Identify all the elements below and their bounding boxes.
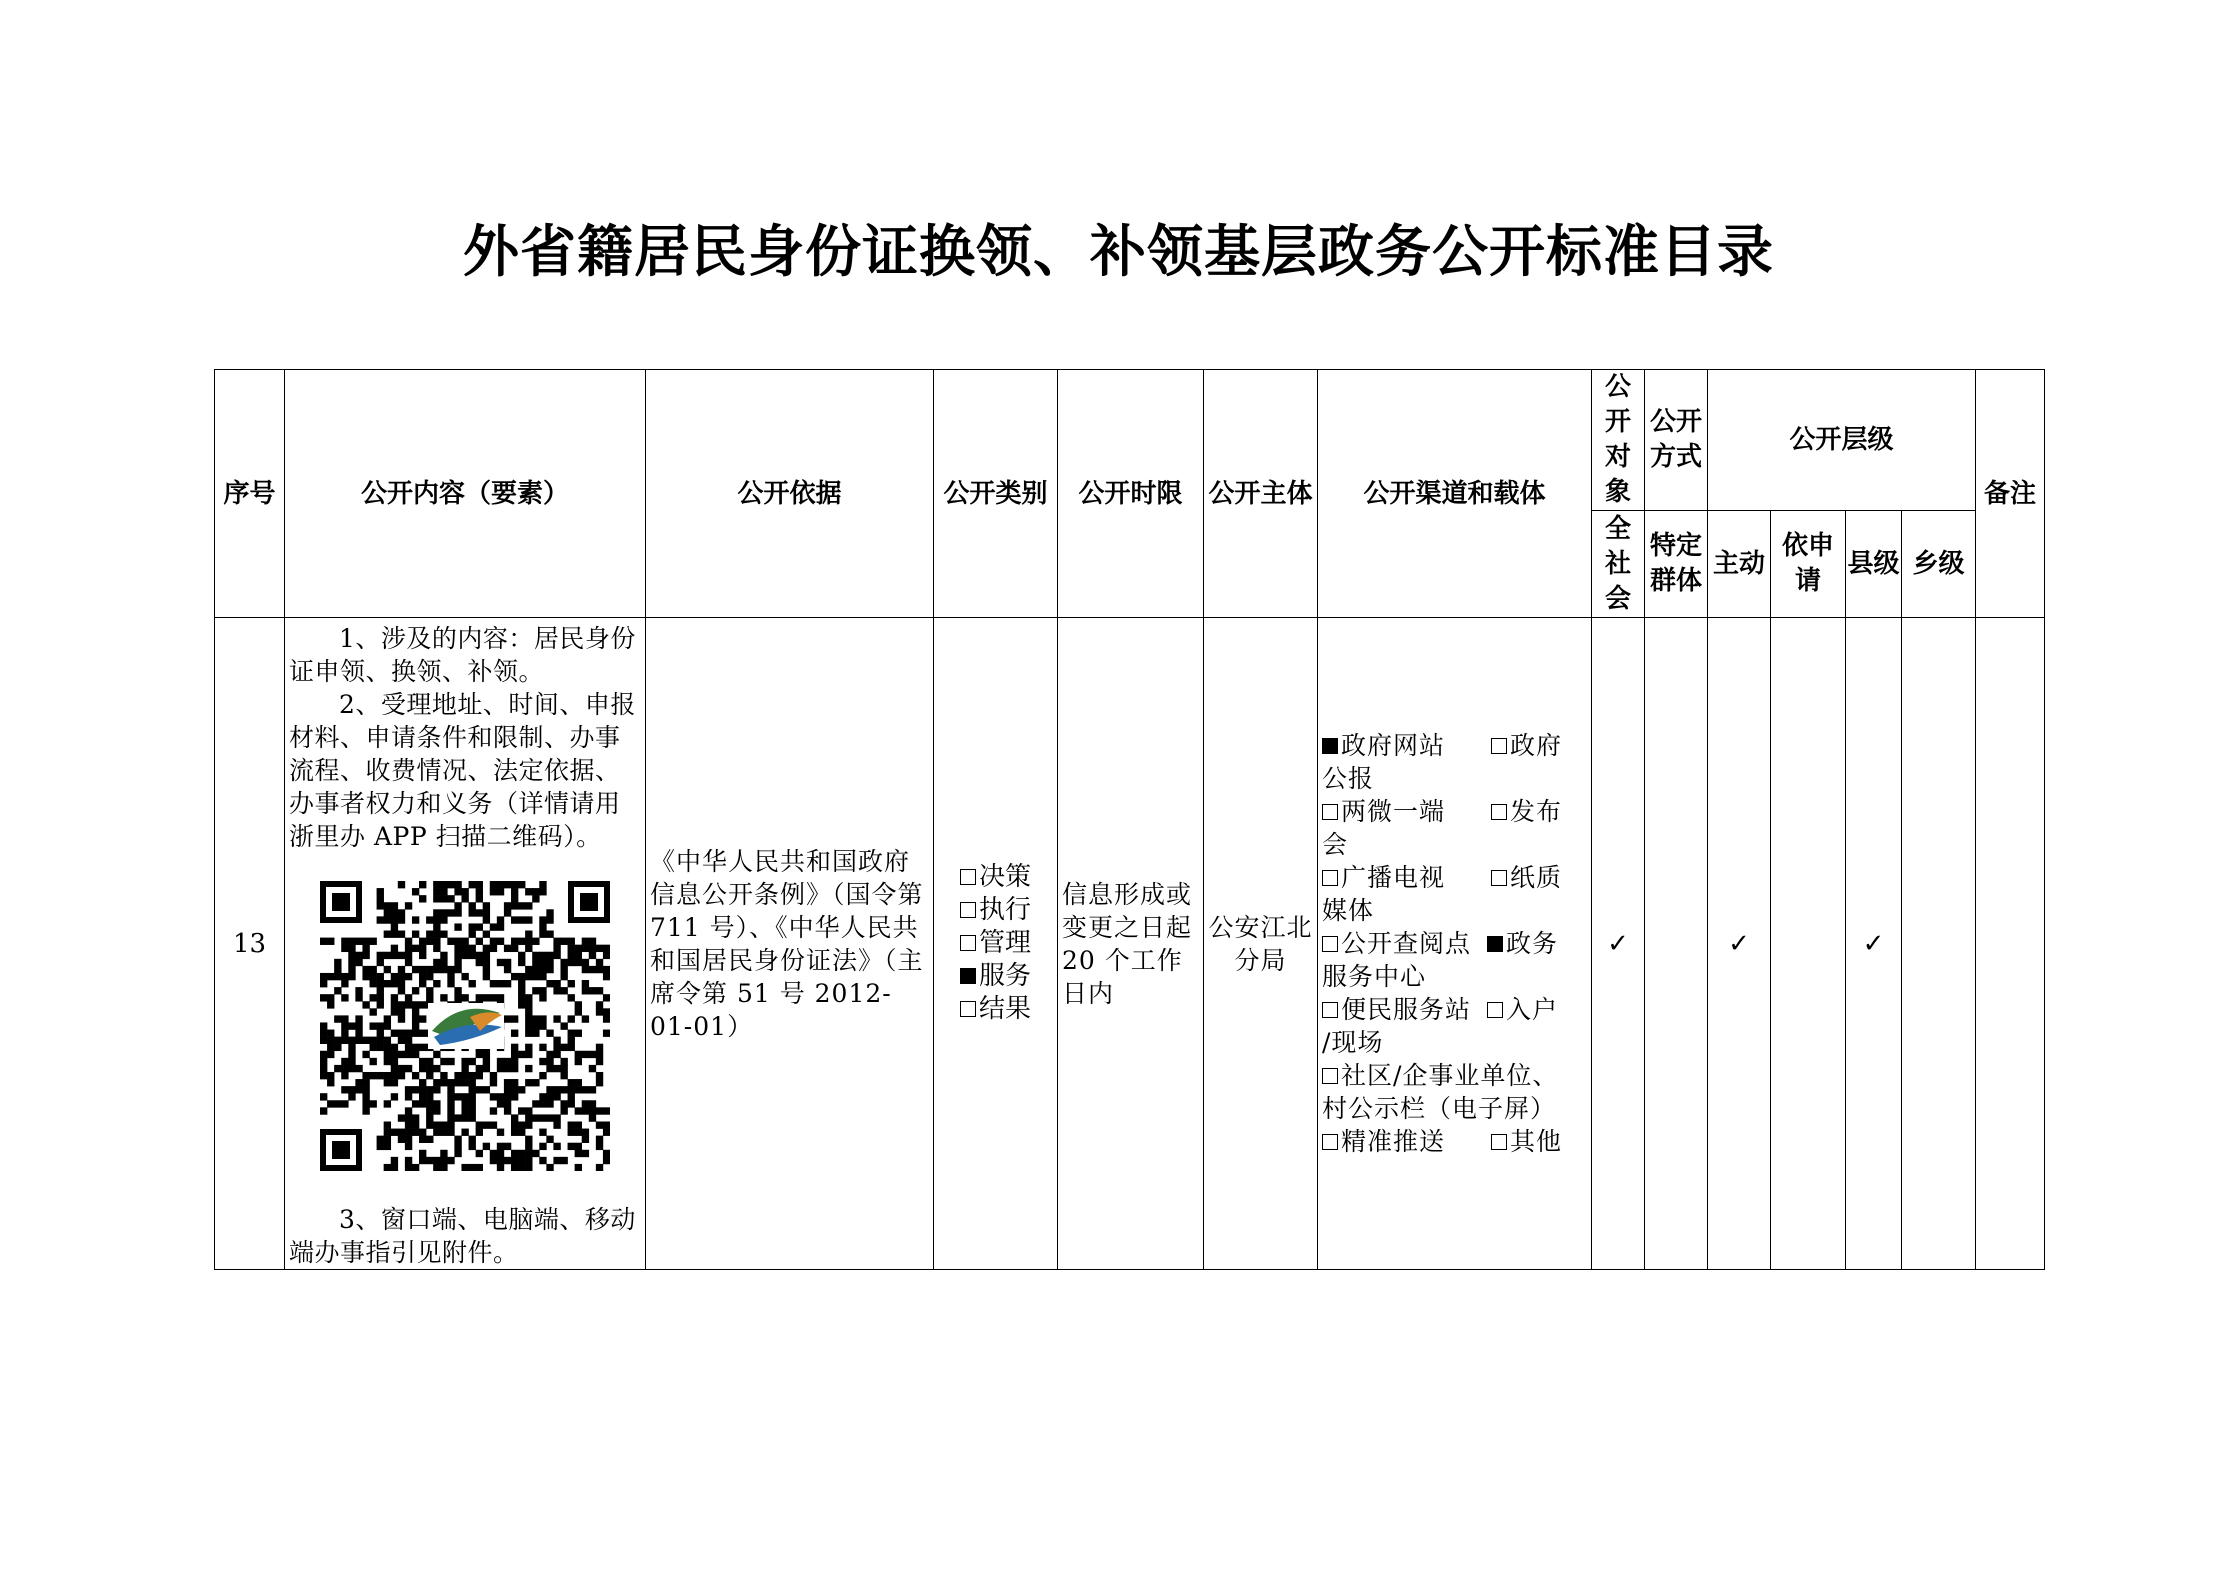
cell-content: [285, 618, 646, 1270]
channel-line: [1322, 927, 1587, 960]
checkbox-checked-icon: [960, 968, 976, 984]
header-target-specific: 特定群体: [1645, 511, 1708, 618]
channel-label: 会: [1322, 830, 1349, 859]
header-level-county: 县级: [1846, 511, 1902, 618]
channel-label: 精准推送: [1341, 1127, 1446, 1156]
cell-channel: [1318, 618, 1592, 1270]
category-option: [960, 894, 1031, 927]
channel-label: /现场: [1322, 1028, 1384, 1057]
channel-label: 服务中心: [1322, 962, 1427, 991]
channel-line: [1322, 894, 1587, 927]
header-seq: 序号: [215, 370, 285, 618]
channel-label: 村公示栏（电子屏）: [1322, 1094, 1557, 1123]
content-item-1: 1、涉及的内容：居民身份证申领、换领、补领。: [289, 624, 636, 686]
channel-label: 媒体: [1322, 896, 1375, 925]
cell-remark: [1976, 618, 2045, 1270]
checkbox-icon: [1322, 1068, 1338, 1084]
cell-basis: 《中华人民共和国政府信息公开条例》（国令第 711 号）、《中华人民共和国居民身份证法》（主席令第 51 号 2012-01-01）: [646, 618, 934, 1270]
category-option: [960, 927, 1031, 960]
header-row: [215, 370, 2045, 511]
category-label: 决策: [978, 861, 1031, 892]
header-method: 公开方式: [1645, 370, 1708, 511]
checkbox-icon: [960, 869, 976, 885]
checkbox-icon: [960, 902, 976, 918]
checkbox-icon: [960, 935, 976, 951]
category-label: 结果: [978, 993, 1031, 1024]
channel-label: 社区/企事业单位、: [1341, 1061, 1559, 1090]
checkbox-icon: [1322, 1134, 1338, 1150]
channel-line: [1322, 729, 1587, 762]
qr-code-image: [320, 881, 610, 1171]
category-option: [960, 993, 1031, 1026]
channel-line: [1322, 828, 1587, 861]
zheliban-logo-icon: [428, 1003, 504, 1049]
checkbox-icon: [1322, 870, 1338, 886]
header-entity: 公开主体: [1204, 370, 1318, 618]
header-basis: 公开依据: [646, 370, 934, 618]
channel-label: 两微一端: [1341, 797, 1446, 826]
channel-line: [1322, 861, 1587, 894]
category-checklist: [960, 861, 1031, 1026]
header-time-limit: 公开时限: [1058, 370, 1204, 618]
channel-label: 广播电视: [1341, 863, 1446, 892]
category-option: [960, 960, 1031, 993]
cell-target-all: ✓: [1592, 618, 1645, 1270]
header-target-all: 全社会: [1592, 511, 1645, 618]
checkbox-icon: [1491, 738, 1507, 754]
checkbox-checked-icon: [1322, 738, 1338, 754]
checkbox-icon: [1322, 804, 1338, 820]
cell-time-limit: 信息形成或变更之日起 20 个工作日内: [1058, 618, 1204, 1270]
checkbox-icon: [1487, 1002, 1503, 1018]
channel-label: 公报: [1322, 764, 1375, 793]
header-method-active: 主动: [1708, 511, 1771, 618]
header-category: 公开类别: [934, 370, 1058, 618]
header-content: 公开内容（要素）: [285, 370, 646, 618]
checkbox-icon: [1322, 936, 1338, 952]
cell-method-active: ✓: [1708, 618, 1771, 1270]
table-row: [215, 618, 2045, 1270]
cell-target-specific: [1645, 618, 1708, 1270]
channel-label: 便民服务站: [1341, 995, 1472, 1024]
page-title: 外省籍居民身份证换领、补领基层政务公开标准目录: [463, 219, 1774, 285]
category-label: 管理: [978, 927, 1031, 958]
channel-line: [1322, 1026, 1587, 1059]
checkbox-icon: [1491, 1134, 1507, 1150]
category-option: [960, 861, 1031, 894]
header-remark: 备注: [1976, 370, 2045, 618]
channel-line: [1322, 762, 1587, 795]
channel-line: [1322, 993, 1587, 1026]
checkbox-icon: [960, 1001, 976, 1017]
channel-label: 其他: [1510, 1127, 1563, 1156]
channel-line: [1322, 1092, 1587, 1125]
channel-label: 纸质: [1510, 863, 1563, 892]
content-item-2: 2、受理地址、时间、申报材料、申请条件和限制、办事流程、收费情况、法定依据、办事者权力和义务（详情请用浙里办 APP 扫描二维码）。: [289, 690, 636, 851]
content-item-3: 3、窗口端、电脑端、移动端办事指引见附件。: [289, 1205, 636, 1267]
channel-label: 公开查阅点: [1341, 929, 1472, 958]
channel-line: [1322, 960, 1587, 993]
cell-seq: 13: [215, 618, 285, 1270]
header-level-town: 乡级: [1902, 511, 1976, 618]
header-method-request: 依申请: [1771, 511, 1846, 618]
cell-level-county: ✓: [1846, 618, 1902, 1270]
checkbox-icon: [1322, 1002, 1338, 1018]
channel-label: 发布: [1510, 797, 1563, 826]
category-label: 执行: [978, 894, 1031, 925]
catalog-table: [214, 369, 2045, 1270]
checkbox-icon: [1491, 870, 1507, 886]
category-label: 服务: [978, 960, 1031, 991]
checkbox-checked-icon: [1487, 936, 1503, 952]
channel-label: 政府网站: [1341, 731, 1446, 760]
header-target: 公开对象: [1592, 370, 1645, 511]
cell-level-town: [1902, 618, 1976, 1270]
channel-line: [1322, 1059, 1587, 1092]
cell-category: [934, 618, 1058, 1270]
channel-line: [1322, 795, 1587, 828]
channel-line: [1322, 1125, 1587, 1158]
header-channel: 公开渠道和载体: [1318, 370, 1592, 618]
channel-label: 政务: [1506, 929, 1559, 958]
cell-method-request: [1771, 618, 1846, 1270]
cell-entity: 公安江北分局: [1204, 618, 1318, 1270]
header-level: 公开层级: [1708, 370, 1976, 511]
checkbox-icon: [1491, 804, 1507, 820]
channel-label: 入户: [1506, 995, 1559, 1024]
channel-label: 政府: [1510, 731, 1563, 760]
